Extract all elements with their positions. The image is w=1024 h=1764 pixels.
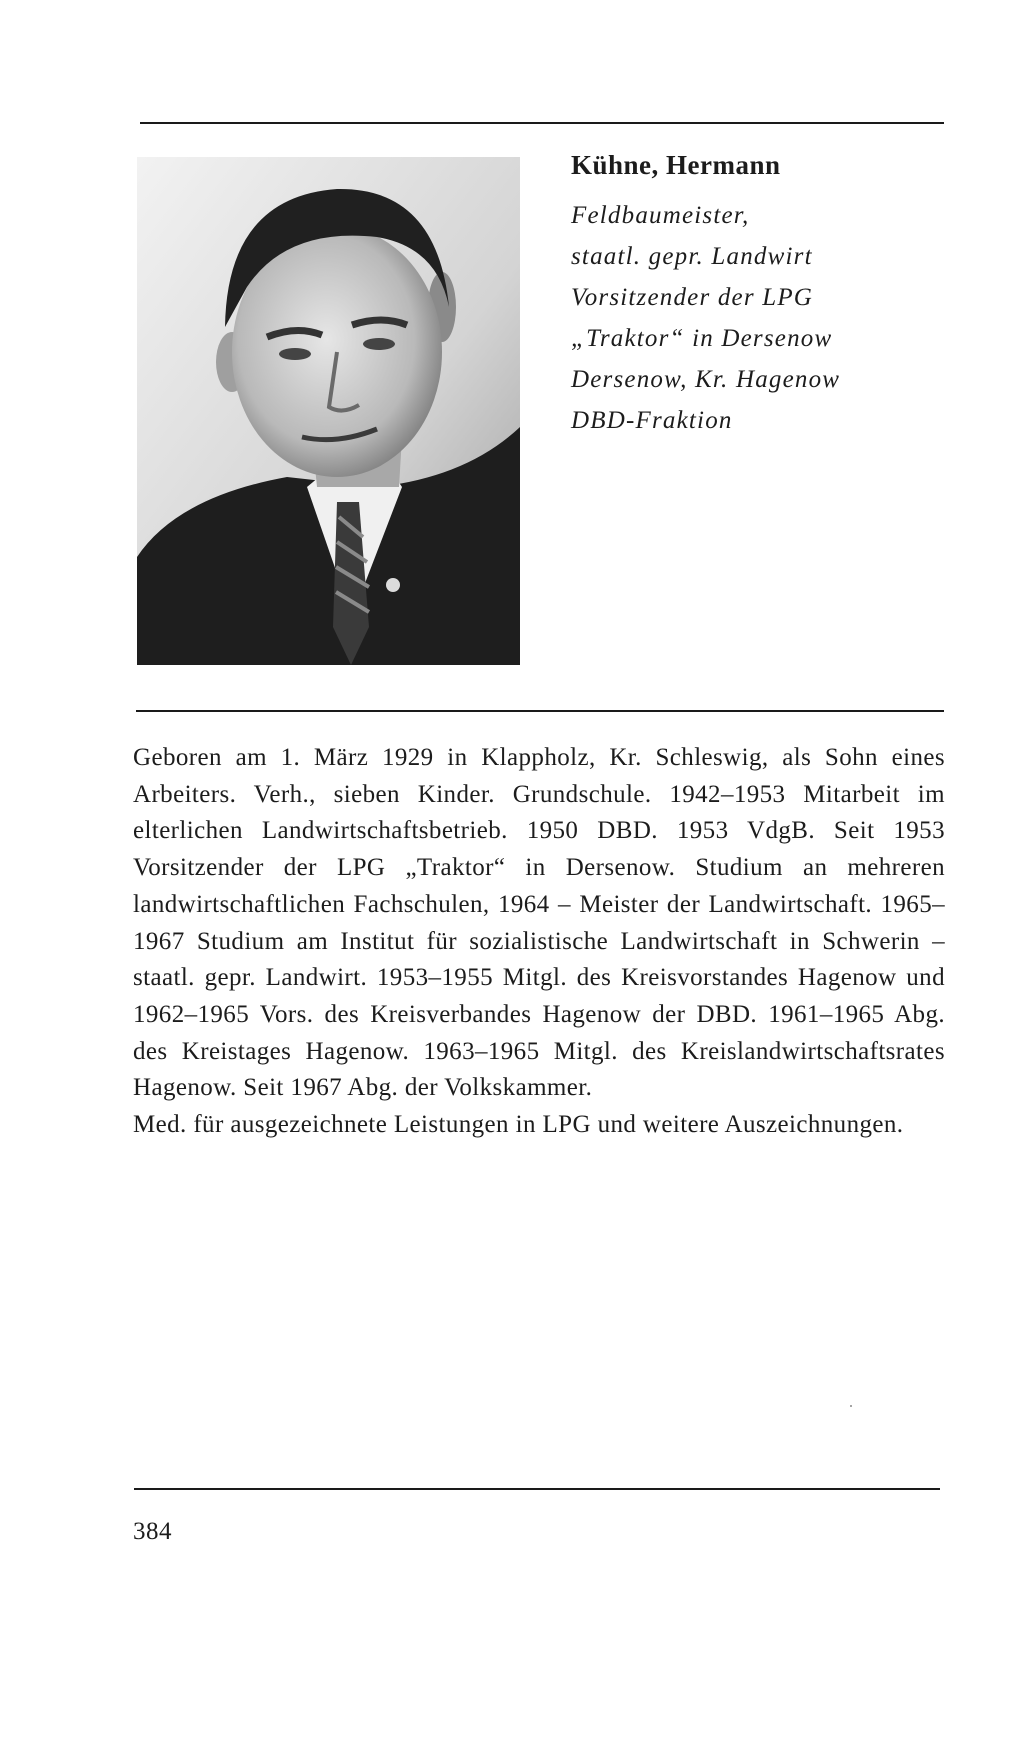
bottom-rule xyxy=(134,1488,940,1490)
portrait-photo xyxy=(137,157,520,665)
residence-line: Dersenow, Kr. Hagenow xyxy=(571,366,841,393)
middle-rule xyxy=(136,710,944,712)
top-rule xyxy=(140,122,944,124)
awards-paragraph: Med. für ausgezeichnete Leistungen in LPG und weitere Auszeichnungen. xyxy=(133,1111,904,1139)
faction-line: DBD-Fraktion xyxy=(571,407,733,434)
speck xyxy=(850,1405,852,1407)
entry-header xyxy=(571,150,951,441)
occupation-line: Feldbaumeister, xyxy=(571,202,750,229)
biography xyxy=(133,740,945,1144)
biography-paragraph: Geboren am 1. März 1929 in Klappholz, Kr. Schleswig, als Sohn eines Arbeiters. Verh., sieben Kinder. Grundschule. 1942–1953 Mitarbeit im elterlichen Landwirtschaftsbetrieb. 1950 DBD. 1953 VdgB. Seit 1953 Vorsitzender der LPG „Traktor“ in Dersenow. Studium an mehreren landwirtschaftlichen Fachschulen, 1964 – Meister der Landwirtschaft. 1965–1967 Studium am Institut für sozialistische Landwirtschaft in Schwerin – staatl. gepr. Landwirt. 1953–1955 Mitgl. des Kreisvorstandes Hagenow und 1962–1965 Vors. des Kreisverbandes Hagenow der DBD. 1961–1965 Abg. des Kreistages Hagenow. 1963–1965 Mitgl. des Kreislandwirtschaftsrates Hagenow. Seit 1967 Abg. der Volkskammer. xyxy=(133,744,945,1102)
qualification-line: staatl. gepr. Landwirt xyxy=(571,243,813,270)
position-line: Vorsitzender der LPG xyxy=(571,284,814,311)
page-number: 384 xyxy=(133,1518,172,1545)
person-name: Kühne, Hermann xyxy=(571,150,781,180)
organization-line: „Traktor“ in Dersenow xyxy=(571,325,833,352)
